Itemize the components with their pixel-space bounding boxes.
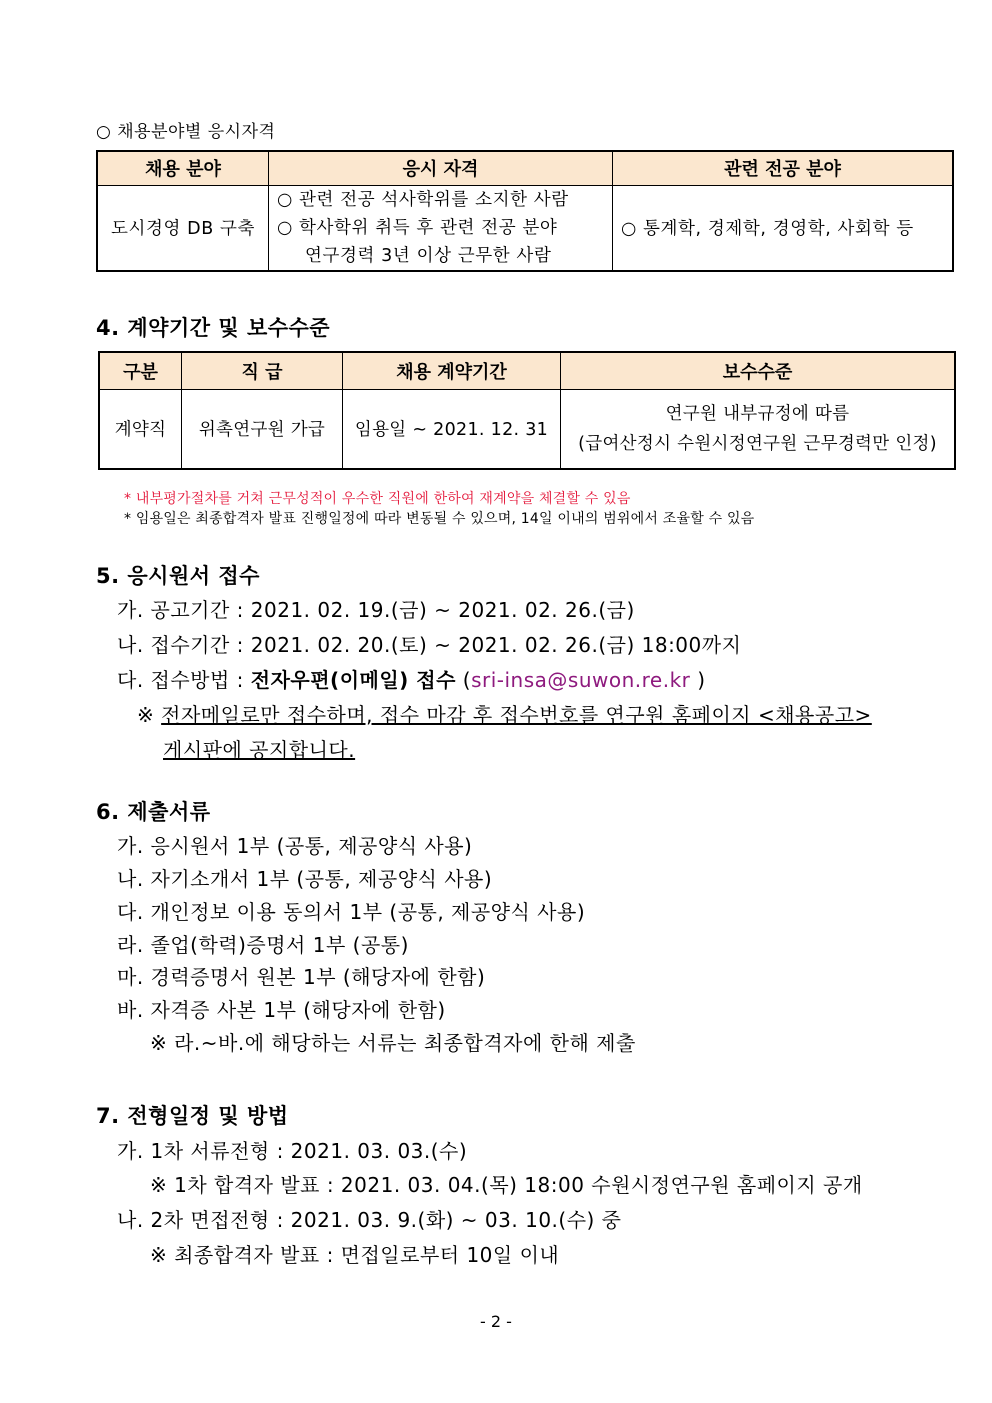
qualification-title: ○ 채용분야별 응시자격 (96, 122, 276, 142)
qual-header-major: 관련 전공 분야 (613, 151, 954, 185)
document-item: 가. 응시원서 1부 (공통, 제공양식 사용) (117, 834, 473, 858)
contract-header-pay: 보수수준 (561, 352, 956, 389)
method-bold: 전자우편(이메일) 접수 (250, 668, 456, 692)
qual-line: ○ 학사학위 취득 후 관련 전공 분야 (277, 217, 558, 238)
qual-cell-field: 도시경영 DB 구축 (97, 185, 269, 271)
email-link[interactable]: sri-insa@suwon.re.kr (471, 668, 691, 692)
section4-heading: 4. 계약기간 및 보수수준 (96, 316, 331, 340)
receipt-period: 나. 접수기간 : 2021. 02. 20.(토) ~ 2021. 02. 26.(금) 18:00까지 (117, 633, 742, 657)
contract-header-type: 구분 (99, 352, 182, 389)
method-close: ) (690, 668, 706, 692)
notice-text-continued: 게시판에 공지합니다. (163, 738, 356, 762)
screening-step-2: 나. 2차 면접전형 : 2021. 03. 9.(화) ~ 03. 10.(수) 중 (117, 1208, 622, 1232)
screening-note-1: ※ 1차 합격자 발표 : 2021. 03. 04.(목) 18:00 수원시정연구원 홈페이지 공개 (150, 1173, 863, 1197)
qual-cell-major: ○ 통계학, 경제학, 경영학, 사회학 등 (613, 185, 954, 271)
qual-line: 연구경력 3년 이상 근무한 사람 (305, 245, 552, 266)
pay-line: 연구원 내부규정에 따름 (665, 403, 850, 424)
qual-line: ○ 관련 전공 석사학위를 소지한 사람 (277, 189, 569, 210)
qual-header-qualification: 응시 자격 (269, 151, 613, 185)
contract-cell-pay (561, 389, 956, 469)
section6-heading: 6. 제출서류 (96, 800, 211, 824)
document-item: 마. 경력증명서 원본 1부 (해당자에 한함) (117, 965, 486, 989)
contract-note-renewal: * 내부평가절차를 거쳐 근무성적이 우수한 직원에 한하여 재계약을 체결할 수 있음 (124, 491, 631, 507)
notice-mark: ※ (137, 703, 162, 727)
section7-heading: 7. 전형일정 및 방법 (96, 1104, 289, 1128)
screening-note-2: ※ 최종합격자 발표 : 면접일로부터 10일 이내 (150, 1243, 560, 1267)
contract-header-rank: 직 급 (182, 352, 343, 389)
qual-cell-qualification (269, 185, 613, 271)
document-item: 나. 자기소개서 1부 (공통, 제공양식 사용) (117, 867, 493, 891)
contract-header-period: 채용 계약기간 (343, 352, 561, 389)
method-prefix: 다. 접수방법 : (117, 668, 251, 692)
receipt-method (117, 664, 706, 693)
contract-cell-period: 임용일 ~ 2021. 12. 31 (343, 389, 561, 469)
page-number: - 2 - (480, 1312, 512, 1331)
pay-line: (급여산정시 수원시정연구원 근무경력만 인정) (578, 433, 937, 454)
document-item: 다. 개인정보 이용 동의서 1부 (공통, 제공양식 사용) (117, 900, 586, 924)
document-item: 바. 자격증 사본 1부 (해당자에 한함) (117, 998, 446, 1022)
announce-period: 가. 공고기간 : 2021. 02. 19.(금) ~ 2021. 02. 26.(금) (117, 598, 635, 622)
section5-heading: 5. 응시원서 접수 (96, 564, 260, 588)
contract-cell-rank: 위촉연구원 가급 (182, 389, 343, 469)
receipt-notice (137, 699, 872, 728)
qualification-table (96, 150, 954, 272)
document-note: ※ 라.~바.에 해당하는 서류는 최종합격자에 한해 제출 (150, 1031, 636, 1055)
screening-step-1: 가. 1차 서류전형 : 2021. 03. 03.(수) (117, 1139, 468, 1163)
document-item: 라. 졸업(학력)증명서 1부 (공통) (117, 933, 409, 957)
notice-text: 전자메일로만 접수하며, 접수 마감 후 접수번호를 연구원 홈페이지 <채용공고> (161, 703, 872, 727)
qual-header-field: 채용 분야 (97, 151, 269, 185)
contract-cell-type: 계약직 (99, 389, 182, 469)
contract-table (98, 351, 956, 470)
method-open: ( (455, 668, 472, 692)
contract-note-start-date: * 임용일은 최종합격자 발표 진행일정에 따라 변동될 수 있으며, 14일 이내의 범위에서 조율할 수 있음 (124, 511, 755, 527)
